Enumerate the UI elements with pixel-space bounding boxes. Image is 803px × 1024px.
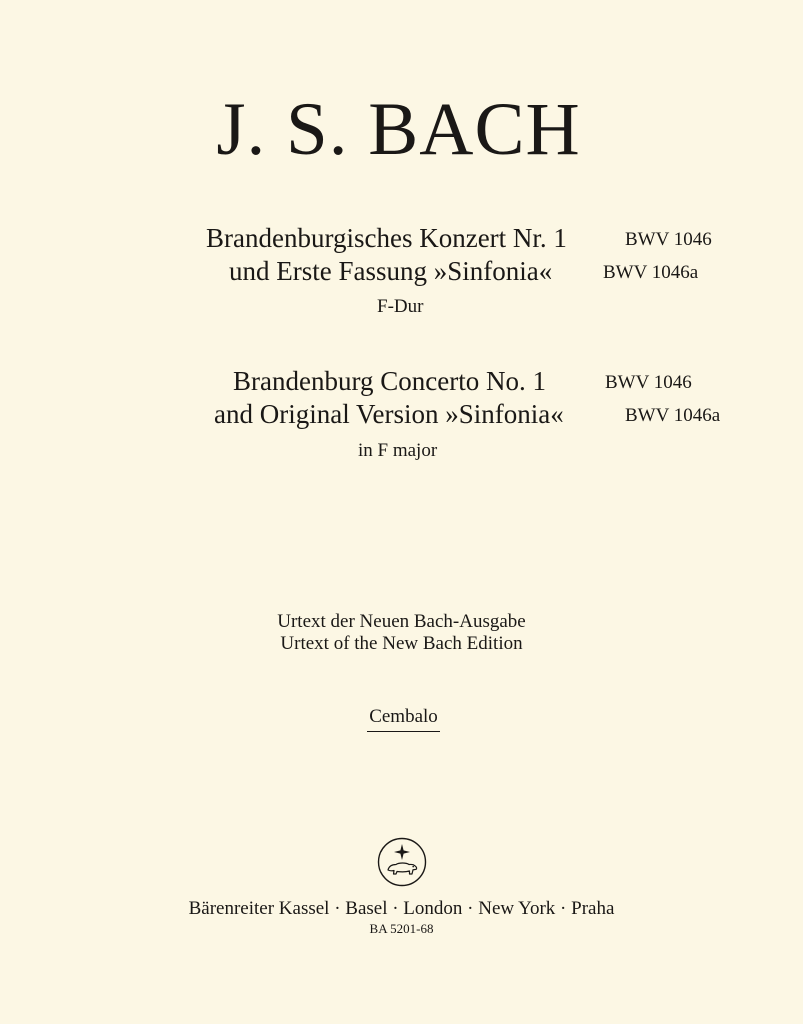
english-bwv-1: BWV 1046 bbox=[605, 372, 692, 393]
english-title-line2: and Original Version »Sinfonia« bbox=[214, 399, 564, 429]
german-bwv-2: BWV 1046a bbox=[603, 262, 699, 283]
english-title-line1: Brandenburg Concerto No. 1 bbox=[233, 366, 546, 396]
german-bwv-1: BWV 1046 bbox=[625, 229, 712, 250]
german-key: F-Dur bbox=[377, 296, 424, 317]
edition-german: Urtext der Neuen Bach-Ausgabe bbox=[277, 611, 526, 632]
instrument-label: Cembalo bbox=[0, 707, 803, 732]
german-title-line2: und Erste Fassung »Sinfonia« bbox=[229, 256, 553, 286]
publisher-line: Bärenreiter Kassel · Basel · London · New York · Praha bbox=[188, 898, 615, 919]
baerenreiter-bear-star-logo-icon bbox=[376, 836, 428, 888]
composer-name: J. S. BACH bbox=[216, 88, 581, 171]
german-title-line1: Brandenburgisches Konzert Nr. 1 bbox=[206, 223, 567, 253]
catalog-number: BA 5201-68 bbox=[369, 921, 434, 936]
edition-english: Urtext of the New Bach Edition bbox=[280, 633, 523, 654]
english-bwv-2: BWV 1046a bbox=[625, 405, 721, 426]
english-key: in F major bbox=[358, 440, 438, 461]
